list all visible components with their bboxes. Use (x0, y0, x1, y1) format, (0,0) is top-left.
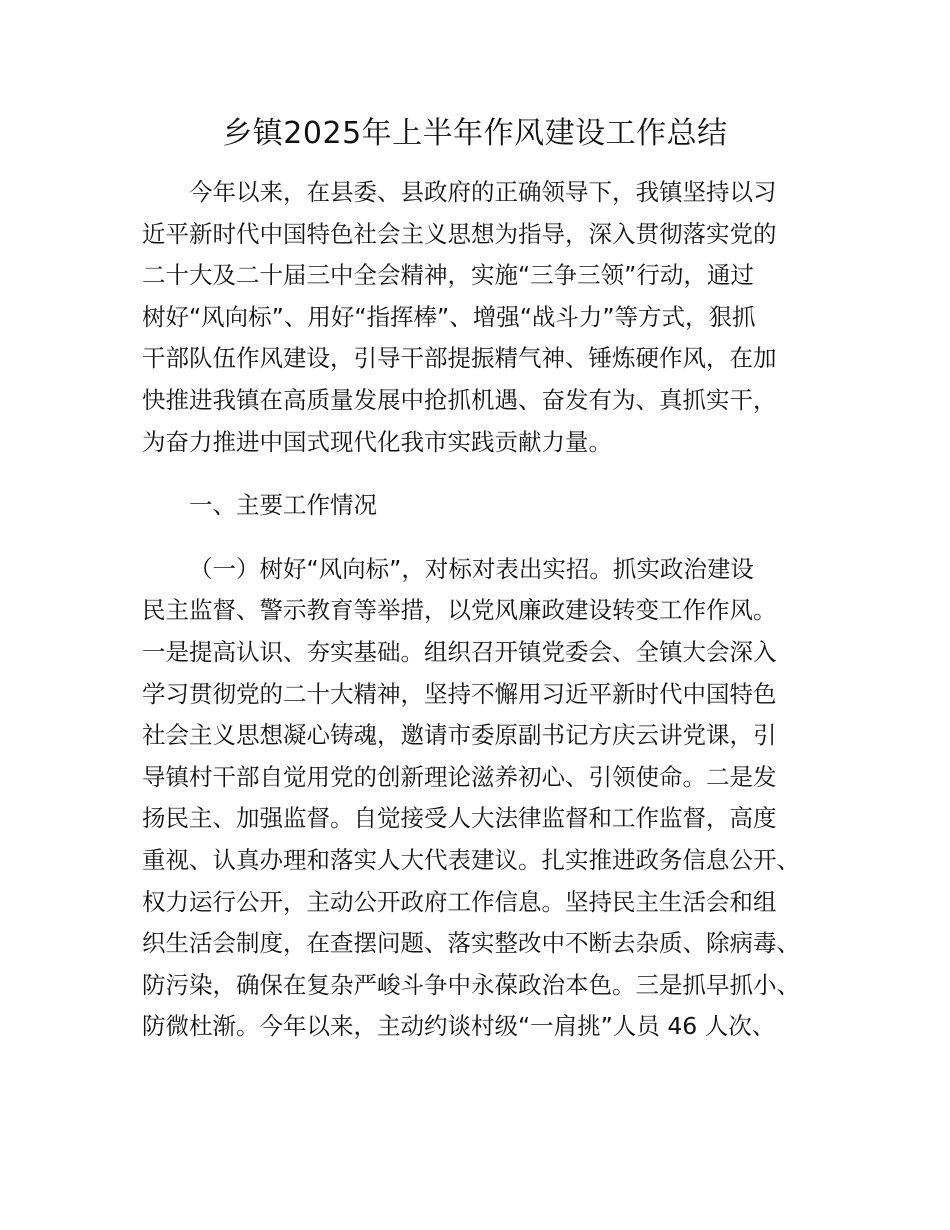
paragraph-line: 一是提高认识、夯实基础。组织召开镇党委会、全镇大会深入 (142, 637, 777, 666)
section-paragraph (142, 549, 812, 1048)
paragraph-line: 今年以来，在县委、县政府的正确领导下，我镇坚持以习 (189, 178, 777, 206)
paragraph-line: （一）树好“风向标”，对标对表出实招。抓实政治建设 (189, 554, 754, 583)
paragraph-line: 树好“风向标”、用好“指挥棒”、增强“战斗力”等方式，狠抓 (142, 302, 756, 331)
paragraph-line: 为奋力推进中国式现代化我市实践贡献力量。 (142, 427, 612, 456)
document-body (142, 172, 812, 1048)
paragraph-line: 学习贯彻党的二十大精神，坚持不懈用习近平新时代中国特色 (142, 679, 777, 708)
paragraph-line: 近平新时代中国特色社会主义思想为指导，深入贯彻落实党的 (142, 219, 777, 248)
paragraph-line: 织生活会制度，在查摆问题、落实整改中不断去杂质、除病毒、 (142, 929, 800, 958)
paragraph-line: 民主监督、警示教育等举措，以党风廉政建设转变工作作风。 (142, 596, 777, 625)
paragraph-line: 重视、认真办理和落实人大代表建议。扎实推进政务信息公开、 (142, 845, 800, 874)
paragraph-line: 社会主义思想凝心铸魂，邀请市委原副书记方庆云讲党课，引 (142, 721, 777, 750)
paragraph-line: 权力运行公开，主动公开政府工作信息。坚持民主生活会和组 (142, 887, 777, 916)
paragraph-spacer (142, 463, 812, 485)
paragraph-line: 二十大及二十届三中全会精神，实施“三争三领”行动，通过 (142, 261, 754, 290)
paragraph-line: 防污染，确保在复杂严峻斗争中永葆政治本色。三是抓早抓小、 (142, 970, 800, 999)
paragraph-line: 干部队伍作风建设，引导干部提振精气神、锤炼硬作风，在加 (142, 344, 777, 373)
paragraph-line: 防微杜渐。今年以来，主动约谈村级“一肩挑”人员 46 人次、 (142, 1012, 776, 1041)
paragraph-spacer (142, 527, 812, 549)
document-title: 乡镇2025年上半年作风建设工作总结 (222, 116, 728, 151)
paragraph-line: 快推进我镇在高质量发展中抢抓机遇、奋发有为、真抓实干， (142, 385, 777, 414)
section-heading: 一、主要工作情况 (189, 491, 377, 520)
paragraph-line: 扬民主、加强监督。自觉接受人大法律监督和工作监督，高度 (142, 804, 777, 833)
intro-paragraph (142, 172, 812, 463)
paragraph-line: 导镇村干部自觉用党的创新理论滋养初心、引领使命。二是发 (142, 762, 777, 791)
